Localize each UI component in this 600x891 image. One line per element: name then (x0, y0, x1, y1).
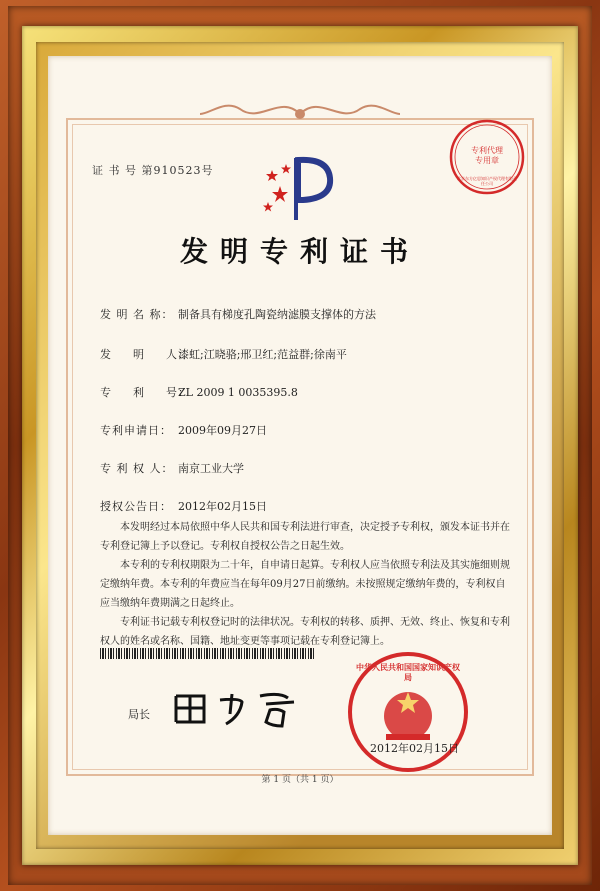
agency-seal-center-text: 专利代理专用章 (471, 146, 503, 165)
official-seal-text: 中华人民共和国国家知识产权局 (356, 662, 460, 682)
field-row (100, 384, 298, 400)
field-row (100, 422, 267, 438)
field-row (100, 498, 267, 514)
field-value: 制备具有梯度孔陶瓷纳滤膜支撑体的方法 (178, 308, 376, 321)
patent-office-logo-icon (258, 150, 348, 222)
field-label: 专 利 号： (100, 386, 190, 399)
legal-paragraph: 本专利的专利权期限为二十年，自申请日起算。专利权人应当依照专利法及其实施细则规定缴纳年费。本专利的年费应当在每年09月27日前缴纳。未按照规定缴纳年费的，专利权自应当缴纳年费期满之日起终止。 (100, 560, 510, 609)
field-label: 发 明 人： (100, 348, 190, 361)
agency-seal-ring-text: 北京东方亿思知识产权代理有限责任公司 (457, 176, 517, 186)
field-value: ZL 2009 1 0035395.8 (178, 386, 298, 399)
field-value: 2012年02月15日 (178, 500, 267, 513)
page-number: 第 1 页（共 1 页） (261, 775, 339, 785)
issue-date: 2012年02月15日 (370, 742, 459, 755)
field-value: 南京工业大学 (178, 462, 244, 475)
field-label: 发 明 名 称： (100, 308, 174, 321)
legal-paragraph: 本发明经过本局依照中华人民共和国专利法进行审查，决定授予专利权，颁发本证书并在专利登记簿上予以登记。专利权自授权公告之日起生效。 (100, 522, 510, 552)
signature (170, 686, 310, 730)
signature-icon (170, 686, 310, 730)
field-label: 授权公告日： (100, 500, 172, 513)
field-label: 专 利 权 人： (100, 462, 174, 475)
field-row (100, 306, 376, 322)
field-row (100, 460, 244, 476)
legal-text (100, 518, 510, 651)
certificate-number: 证 书 号 第910523号 (92, 164, 214, 177)
barcode-icon (100, 648, 316, 659)
field-row (100, 346, 347, 362)
field-value: 2009年09月27日 (178, 424, 267, 437)
legal-paragraph: 专利证书记载专利权登记时的法律状况。专利权的转移、质押、无效、终止、恢复和专利权人的姓名或名称、国籍、地址变更等事项记载在专利登记簿上。 (100, 617, 510, 647)
certificate-title: 发明专利证书 (179, 235, 420, 268)
field-value: 漆虹;江晓骆;邢卫红;范益群;徐南平 (178, 348, 347, 361)
director-label: 局长 (128, 708, 150, 721)
agency-seal (448, 118, 526, 196)
field-label: 专利申请日： (100, 424, 172, 437)
flourish-icon (200, 94, 400, 134)
